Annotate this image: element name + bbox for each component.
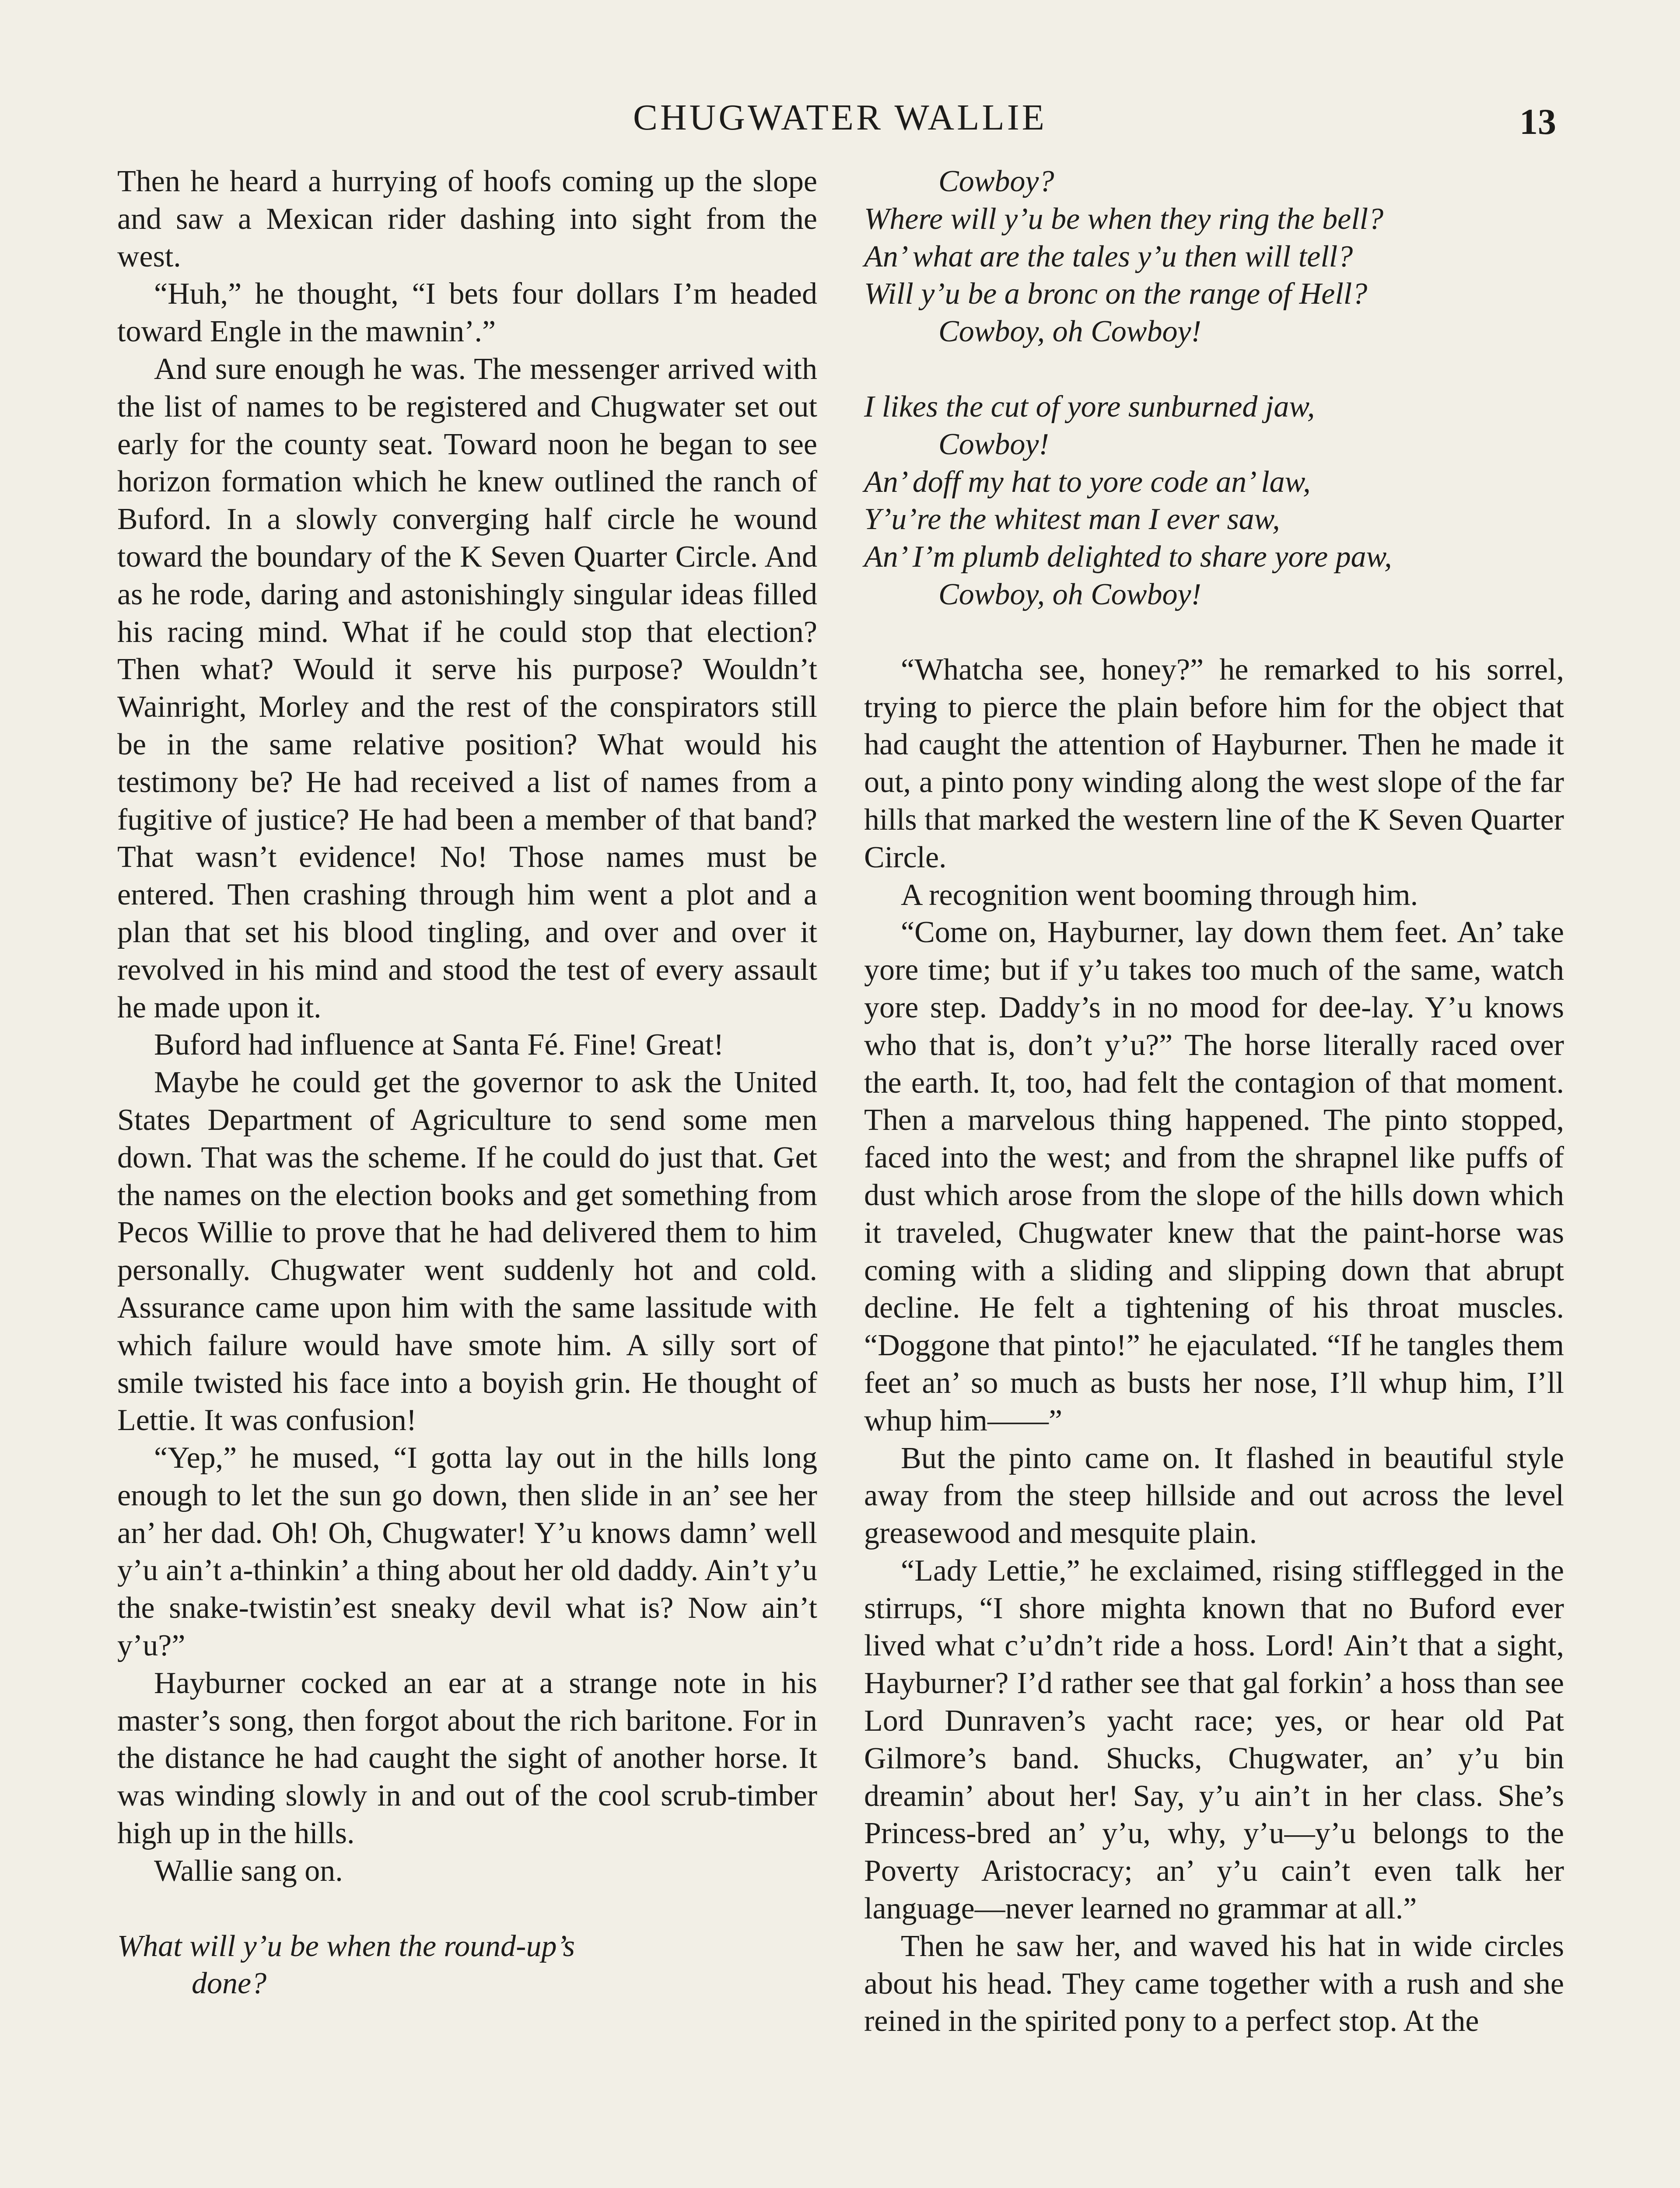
poem-line: Where will y’u be when they ring the bell? (864, 202, 1384, 236)
poem-line: I likes the cut of yore sunburned jaw, (864, 389, 1315, 424)
paragraph: Hayburner cocked an ear at a strange note in his master’s song, then forgot about the rich baritone. For in the distance he had caught the sight of another horse. It was winding slowly in and out of the cool scrub-timber high up in the hills. (117, 1666, 817, 1851)
paragraph: Buford had influence at Santa Fé. Fine! Great! (154, 1028, 724, 1062)
paragraph: Maybe he could get the governor to ask the United States Department of Agriculture to send some men down. That was the scheme. If he could do just that. Get the names on the election books and get something from Pecos Willie to prove that he had delivered them to him personally. Chugwater went suddenly hot and cold. Assurance came upon him with the same lassitude with which failure would have smote him. A silly sort of smile twisted his face into a boyish grin. He thought of Lettie. It was confusion! (117, 1066, 817, 1438)
paragraph: Wallie sang on. (154, 1854, 343, 1888)
poem-line: Cowboy, oh Cowboy! (938, 315, 1201, 349)
poem-line: Cowboy? (938, 165, 1054, 198)
poem-line: done? (192, 1967, 267, 2001)
right-column (864, 163, 1564, 2040)
poem-line: An’ what are the tales y’u then will tell? (864, 239, 1353, 274)
paragraph: “Come on, Hayburner, lay down them feet. An’ take yore time; but if y’u takes too much of the same, watch yore step. Daddy’s in no mood for dee-lay. Y’u knows who that is, don’t y’u?” The horse literally raced over the earth. It, too, had felt the contagion of that moment. Then a marvelous thing happened. The pinto stopped, faced into the west; and from the shrapnel like puffs of dust which arose from the slope of the hills down which it traveled, Chugwater knew that the paint-horse was coming with a sliding and slipping down that abrupt decline. He felt a tightening of his throat muscles. “Doggone that pinto!” he ejaculated. “If he tangles them feet an’ so much as busts her nose, I’ll whup him, I’ll whup him——” (864, 915, 1564, 1438)
poem-spacer (864, 351, 1564, 388)
poem-line: Will y’u be a bronc on the range of Hell? (864, 277, 1368, 311)
left-column (117, 163, 817, 2002)
paragraph: “Huh,” he thought, “I bets four dollars I’m headed toward Engle in the mawnin’.” (117, 277, 817, 349)
poem-spacer (117, 1890, 817, 1928)
paragraph: And sure enough he was. The messenger arrived with the list of names to be registered and Chugwater set out early for the county seat. Toward noon he began to see horizon formation which he knew outlined the ranch of Buford. In a slowly converging half circle he wound toward the boundary of the K Seven Quarter Circle. And as he rode, daring and astonishingly singular ideas filled his racing mind. What if he could stop that election? Then what? Would it serve his purpose? Wouldn’t Wainright, Morley and the rest of the conspirators still be in the same relative position? What would his testimony be? He had received a list of names from a fugitive of justice? He had been a member of that band? That wasn’t evidence! No! Those names must be entered. Then crashing through him went a plot and a plan that set his blood tingling, and over and over it revolved in his mind and stood the test of every assault he made upon it. (117, 352, 817, 1024)
page-number: 13 (1519, 102, 1556, 142)
page-header (0, 96, 1680, 144)
poem-verse (117, 1928, 817, 2003)
running-title: CHUGWATER WALLIE (633, 97, 1047, 138)
poem-line: Cowboy! (938, 427, 1049, 461)
poem-stanza-1 (864, 163, 1564, 351)
poem-line: An’ I’m plumb delighted to share yore paw, (864, 540, 1392, 574)
poem-line: Cowboy, oh Cowboy! (938, 577, 1201, 611)
paragraph: Then he heard a hurrying of hoofs coming up the slope and saw a Mexican rider dashing into sight from the west. (117, 165, 817, 274)
poem-spacer (864, 614, 1564, 651)
poem-line: An’ doff my hat to yore code an’ law, (864, 465, 1311, 499)
paragraph: “Yep,” he mused, “I gotta lay out in the hills long enough to let the sun go down, then slide in an’ see her an’ her dad. Oh! Oh, Chugwater! Y’u knows damn’ well y’u ain’t a-thinkin’ a thing about her old daddy. Ain’t y’u the snake-twistin’est sneaky devil what is? Now ain’t y’u?” (117, 1441, 817, 1663)
paragraph: Then he saw her, and waved his hat in wide circles about his head. They came together with a rush and she reined in the spirited pony to a perfect stop. At the (864, 1929, 1564, 2038)
poem-line: Y’u’re the whitest man I ever saw, (864, 502, 1280, 536)
paragraph: “Lady Lettie,” he exclaimed, rising stifflegged in the stirrups, “I shore mighta known that no Buford ever lived what c’u’dn’t ride a hoss. Lord! Ain’t that a sight, Hayburner? I’d rather see that gal forkin’ a hoss than see Lord Dunraven’s yacht race; yes, or hear old Pat Gilmore’s band. Shucks, Chugwater, an’ y’u bin dreamin’ about her! Say, y’u ain’t in her class. She’s Princess-bred an’ y’u, why, y’u—y’u belongs to the Poverty Aristocracy; an’ y’u cain’t even talk her language—never learned no grammar at all.” (864, 1553, 1564, 1926)
poem-stanza-2 (864, 388, 1564, 614)
paragraph: A recognition went booming through him. (901, 878, 1418, 912)
paragraph: “Whatcha see, honey?” he remarked to his sorrel, trying to pierce the plain before him for the object that had caught the attention of Hayburner. Then he made it out, a pinto pony winding along the west slope of the far hills that marked the western line of the K Seven Quarter Circle. (864, 652, 1564, 874)
paragraph: But the pinto came on. It flashed in beautiful style away from the steep hillside and out across the level greasewood and mesquite plain. (864, 1441, 1564, 1550)
poem-line: What will y’u be when the round-up’s (117, 1929, 575, 1963)
